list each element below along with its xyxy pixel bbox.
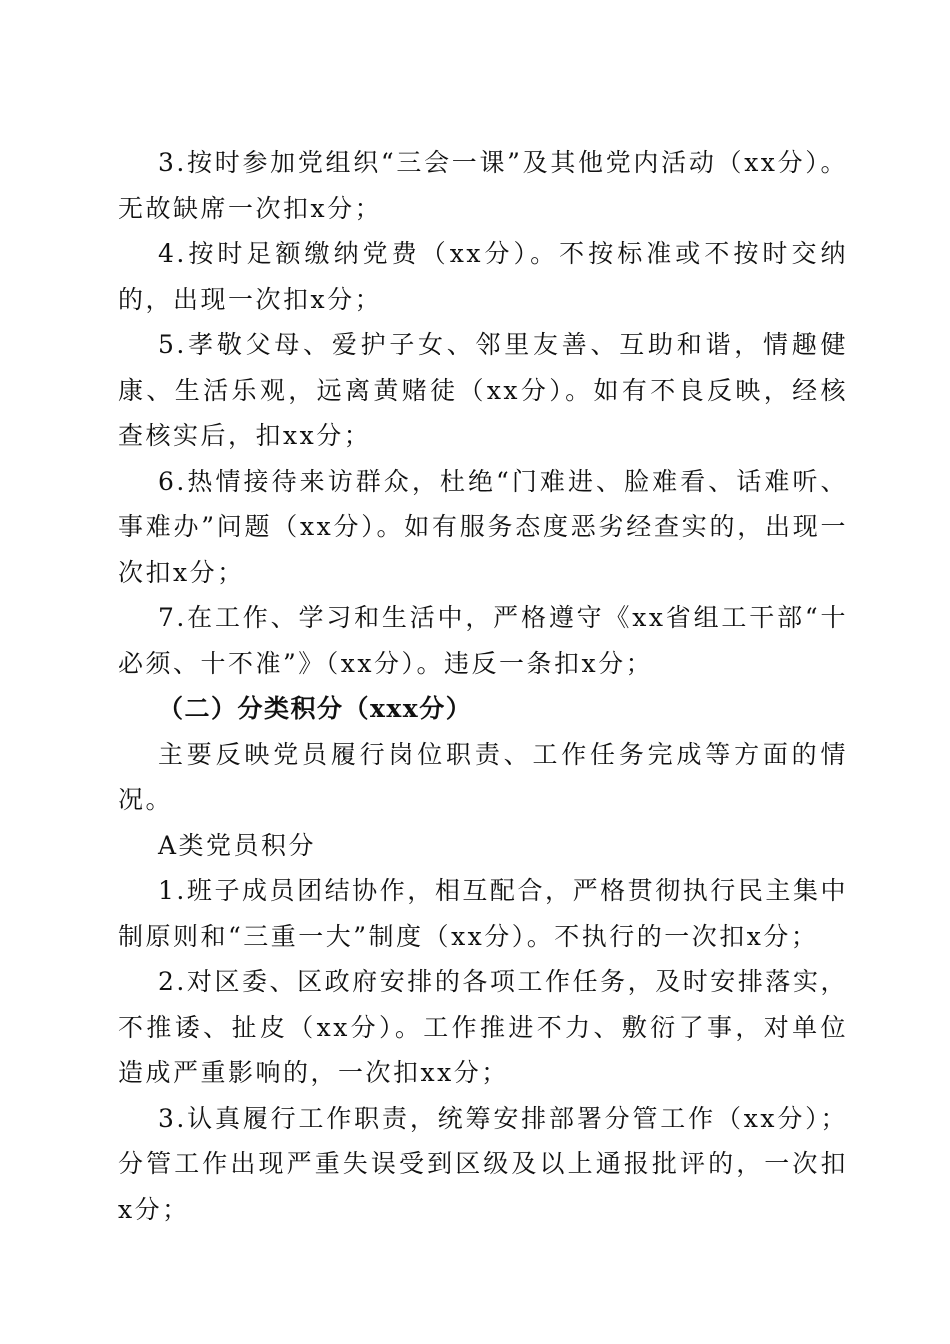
clause-3-party-activities: 3.按时参加党组织“三会一课”及其他党内活动（xx分）。无故缺席一次扣x分； [118,148,848,223]
section-description: 主要反映党员履行岗位职责、工作任务完成等方面的情况。 [118,739,848,814]
clause-6-visitor-reception: 6.热情接待来访群众，杜绝“门难进、脸难看、话难听、事难办”问题（xx分）。如有服务态度恶劣经查实的，出现一次扣x分； [118,466,848,587]
document-body [118,140,848,1232]
section-heading-category-points: （二）分类积分（xxx分） [158,694,473,723]
class-a-clause-1-teamwork: 1.班子成员团结协作，相互配合，严格贯彻执行民主集中制原则和“三重一大”制度（xx分）。不执行的一次扣x分； [118,876,848,951]
clause-4-party-dues: 4.按时足额缴纳党费（xx分）。不按标准或不按时交纳的，出现一次扣x分； [118,239,848,314]
subsection-title-class-a: A类党员积分 [158,830,317,860]
clause-5-family-conduct: 5.孝敬父母、爱护子女、邻里友善、互助和谐，情趣健康、生活乐观，远离黄赌徒（xx分）。如有不良反映，经核查核实后，扣xx分； [118,330,848,450]
class-a-clause-3-duties: 3.认真履行工作职责，统筹安排部署分管工作（xx分）；分管工作出现严重失误受到区级及以上通报批评的，一次扣x分； [118,1103,848,1224]
class-a-clause-2-task-execution: 2.对区委、区政府安排的各项工作任务，及时安排落实，不推诿、扯皮（xx分）。工作推进不力、敷衍了事，对单位造成严重影响的，一次扣xx分； [118,967,848,1087]
clause-7-discipline-rules: 7.在工作、学习和生活中，严格遵守《xx省组工干部“十必须、十不准”》（xx分）。违反一条扣x分； [118,603,848,678]
